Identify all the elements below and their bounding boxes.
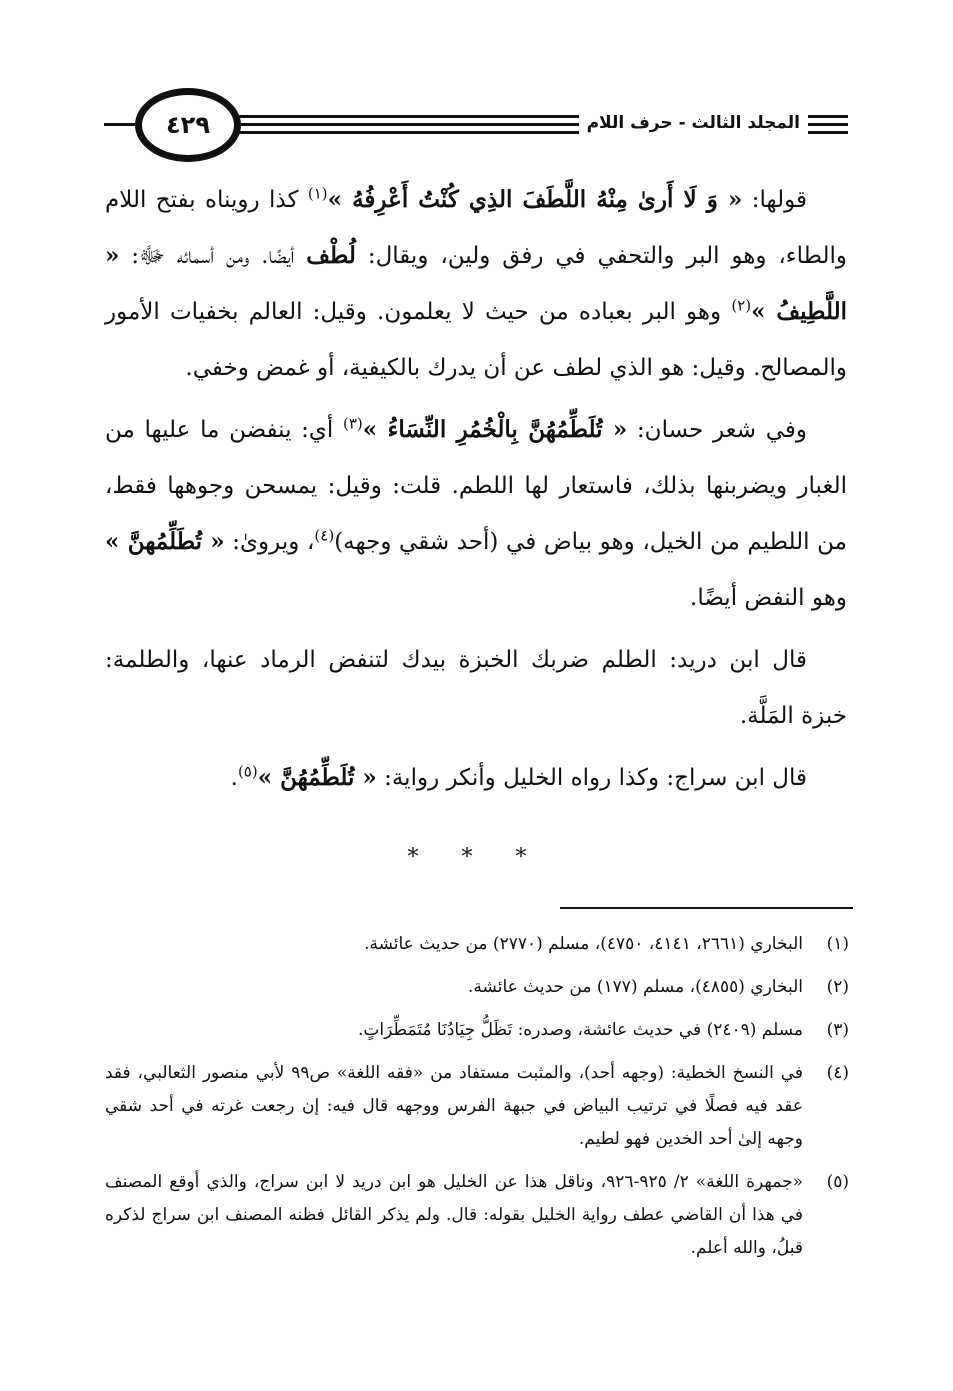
text-run: وهو البر بعباده من حيث لا يعلمون. وقيل: العالم بخفيات الأمور والمصالح. وقيل: هو الذي لطف عن أن يدرك بالكيفية، أو غمض وخفي. bbox=[105, 299, 847, 381]
divine-name-quote: « اللَّطِيفُ » bbox=[105, 242, 848, 325]
footnote-rule bbox=[560, 907, 853, 909]
footnote-ref: (١) bbox=[307, 184, 328, 203]
paragraph bbox=[105, 402, 847, 626]
footnote-number: (٢) bbox=[826, 977, 849, 997]
main-text bbox=[105, 172, 847, 892]
text-run: أيضًا. ومن أسمائه ﷻ: bbox=[119, 243, 307, 269]
footnote-ref: (٢) bbox=[731, 296, 752, 315]
page-number: ٤٢٩ bbox=[166, 111, 210, 139]
variant-quote: « تُلَطِّمُهُنَّ » bbox=[257, 764, 377, 791]
poetry-quote: « تُلَطِّمُهُنَّ بِالْخُمُرِ النِّسَاءُ » bbox=[362, 416, 628, 443]
paragraph: قال ابن دريد: الطلم ضربك الخبزة بيدك لتنفض الرماد عنها، والطلمة: خبزة المَلَّة. bbox=[105, 647, 847, 729]
text-run: قال ابن سراج: وكذا رواه الخليل وأنكر رواية: bbox=[376, 765, 807, 791]
text-run: ، ويروىٰ: bbox=[224, 529, 315, 555]
page-number-badge bbox=[135, 88, 241, 162]
footnote-text: البخاري (٢٦٦١، ٤١٤١، ٤٧٥٠)، مسلم (٢٧٧٠) من حديث عائشة. bbox=[364, 934, 803, 954]
term: لُطْف bbox=[306, 242, 356, 269]
text-run: وهو النفض أيضًا. bbox=[690, 585, 847, 611]
text-run: قولها: bbox=[742, 187, 807, 213]
footnote bbox=[105, 1014, 849, 1047]
page-header bbox=[104, 88, 848, 170]
footnote bbox=[105, 1057, 849, 1156]
footnote-text: في النسخ الخطية: (وجهه أحد)، والمثبت مستفاد من «فقه اللغة» ص٩٩ لأبي منصور الثعالبي، فقد عقد فيه فصلًا في ترتيب البياض في جبهة الفرس ووجهه قال فيه: إن رجعت غرته في أحد شقي وجهه إلىٰ أحد الخدين فهو لطيم. bbox=[105, 1063, 803, 1149]
footnote bbox=[105, 1166, 849, 1265]
text-run: . bbox=[230, 765, 238, 791]
variant-quote: « تُطَلِّمُهنَّ » bbox=[105, 528, 225, 555]
footnote-number: (١) bbox=[826, 934, 849, 954]
paragraph bbox=[105, 750, 847, 806]
footnote-ref: (٤) bbox=[314, 526, 335, 545]
footnote bbox=[105, 928, 849, 961]
footnote bbox=[105, 971, 849, 1004]
section-separator: * * * bbox=[407, 845, 545, 870]
footnote-text: البخاري (٤٨٥٥)، مسلم (١٧٧) من حديث عائشة. bbox=[468, 977, 803, 997]
footnote-ref: (٥) bbox=[237, 762, 258, 781]
hadith-quote: « وَ لَا أَرىٰ مِنْهُ اللَّطَفَ الذِي كُنْتُ أَعْرِفُهُ » bbox=[327, 186, 743, 213]
text-run: كذا رويناه بفتح اللام والطاء، وهو البر والتحفي في رفق ولين، ويقال: bbox=[105, 187, 847, 269]
footnote-ref: (٣) bbox=[343, 414, 363, 433]
footnote-text: «جمهرة اللغة» ٢/ ٩٢٥-٩٢٦، وناقل هذا عن الخليل هو ابن دريد لا ابن سراج، والذي أوقع المصنف في هذا أن القاضي عطف رواية الخليل بقوله: قال. ولم يذكر القائل فظنه المصنف ابن سراج لذكره قبلُ، والله أعلم. bbox=[105, 1172, 803, 1258]
footnote-number: (٥) bbox=[826, 1172, 849, 1192]
text-run: أي: ينفضن ما عليها من الغبار ويضربنها بذلك، فاستعار لها اللطم. قلت: وقيل: يمسحن وجوهها فقط، من اللطيم من الخيل، وهو بياض في (أحد شقي وجهه) bbox=[105, 417, 848, 555]
footnote-text: مسلم (٢٤٠٩) في حديث عائشة، وصدره: تَظَلُّ جِيَادُنَا مُتَمَطِّرَاتٍ. bbox=[358, 1020, 803, 1040]
footnote-number: (٤) bbox=[826, 1063, 849, 1083]
text-run: وفي شعر حسان: bbox=[627, 417, 807, 443]
footnotes bbox=[105, 928, 849, 1275]
running-head: المجلد الثالث - حرف اللام bbox=[579, 109, 808, 137]
footnote-number: (٣) bbox=[826, 1020, 849, 1040]
paragraph bbox=[105, 172, 847, 396]
